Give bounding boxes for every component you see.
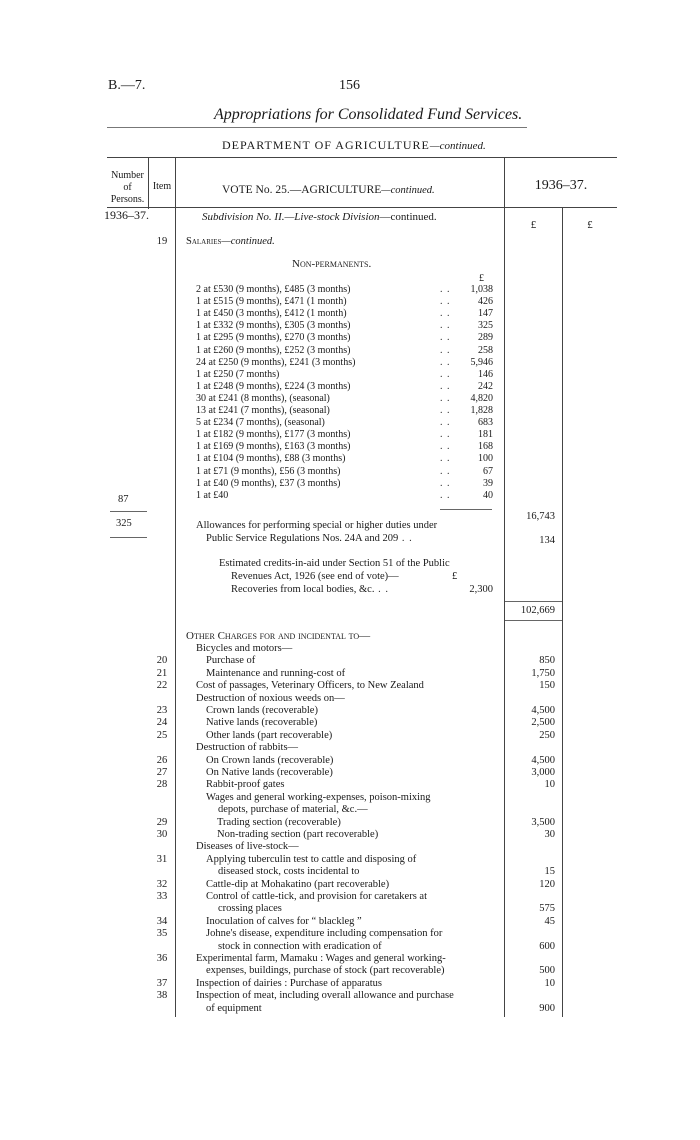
- item-header: Item: [152, 181, 172, 192]
- subdivision-title: Subdivision No. II.—Live-stock Division: [202, 211, 380, 223]
- leader-dots: . .: [440, 368, 451, 380]
- vote-title: VOTE No. 25.—AGRICULTURE: [222, 184, 382, 196]
- charge-item-number: 33: [156, 891, 168, 902]
- leader-dots: . .: [440, 380, 451, 392]
- charge-description: On Native lands (recoverable): [206, 767, 333, 778]
- allowances-amount: 134: [539, 535, 555, 546]
- pound-header-right: £: [587, 219, 593, 231]
- charge-description: diseased stock, costs incidental to: [218, 866, 360, 878]
- charge-description: Rabbit-proof gates: [206, 779, 285, 791]
- charge-description: Wages and general working-expenses, poison-mixing: [206, 791, 431, 803]
- title-rule: [107, 127, 527, 128]
- charge-item-number: 34: [156, 915, 168, 927]
- nonperm-row-text: 1 at £250 (7 months): [196, 368, 280, 380]
- column-divider-total: [562, 207, 563, 1017]
- charge-amount: 10: [544, 779, 555, 791]
- salaries-total-rule: [505, 601, 562, 602]
- charge-description: Applying tuberculin test to cattle and disposing of: [206, 853, 417, 865]
- allowances-line-1: Allowances for performing special or higher duties under: [196, 520, 438, 531]
- leader-dots: . .: [440, 489, 451, 501]
- credits-line-3-text: Recoveries from local bodies, &c.: [231, 584, 375, 595]
- leader-dots: . .: [440, 405, 451, 416]
- charge-amount: 575: [539, 903, 555, 915]
- nonperm-row-text: 1 at £295 (9 months), £270 (3 months): [196, 332, 351, 344]
- charge-amount: 3,500: [531, 816, 555, 828]
- nonperm-row-text: 13 at £241 (7 months), (seasonal): [196, 405, 330, 416]
- nonperm-row-text: 2 at £530 (9 months), £485 (3 months): [196, 284, 351, 295]
- charge-description: Diseases of live-stock—: [196, 841, 299, 853]
- leader-dots: . .: [440, 465, 451, 477]
- page-title: Appropriations for Consolidated Fund Services.: [214, 106, 523, 123]
- pound-header-left: £: [530, 219, 537, 231]
- charge-description: Non-trading section (part recoverable): [217, 829, 379, 840]
- nonperm-row-amount: 426: [478, 296, 493, 308]
- nonperm-row-text: 1 at £182 (9 months), £177 (3 months): [196, 429, 351, 441]
- nonperm-row-amount: 168: [478, 441, 493, 453]
- leader-dots: . .: [440, 441, 451, 453]
- charge-item-number: 35: [156, 928, 168, 940]
- leader-dots: . .: [440, 477, 451, 489]
- nonperm-row-text: 5 at £234 (7 months), (seasonal): [196, 417, 325, 429]
- nonperm-row-amount: 181: [478, 429, 493, 441]
- table-top-rule: [107, 157, 617, 158]
- salaries-heading: [186, 236, 275, 249]
- nonperm-subtotal-rule: [440, 509, 492, 510]
- charge-description: Native lands (recoverable): [206, 717, 318, 729]
- charge-description: Trading section (recoverable): [217, 816, 341, 828]
- nonperm-row-amount: 1,038: [470, 284, 493, 295]
- charge-amount: 900: [539, 1002, 555, 1014]
- charge-description: crossing places: [218, 903, 282, 915]
- charge-amount: 15: [544, 866, 555, 878]
- charge-item-number: 23: [156, 705, 168, 716]
- charge-item-number: 24: [156, 717, 168, 729]
- department-name: DEPARTMENT OF AGRICULTURE: [222, 138, 430, 152]
- charge-description: of equipment: [206, 1002, 262, 1014]
- credits-line-3: Recoveries from local bodies, &c. . .: [231, 584, 389, 595]
- charge-description: stock in connection with eradication of: [218, 940, 382, 952]
- nonperm-row-text: 1 at £169 (9 months), £163 (3 months): [196, 441, 351, 453]
- charge-description: Inspection of meat, including overall allowance and purchase: [196, 990, 454, 1002]
- charge-item-number: 25: [156, 729, 168, 741]
- leader-dots: . .: [440, 308, 451, 320]
- nonperm-row-text: 1 at £260 (9 months), £252 (3 months): [196, 344, 351, 356]
- department-continued: —continued.: [429, 140, 486, 152]
- charge-item-number: 37: [156, 977, 168, 989]
- item-number: 19: [156, 236, 168, 247]
- leader-dots: . .: [440, 429, 451, 441]
- charge-amount: 4,500: [531, 754, 555, 766]
- charge-description: Experimental farm, Mamaku : Wages and general working-: [196, 953, 446, 964]
- nonperm-row-amount: 1,828: [470, 405, 493, 416]
- nonperm-row-amount: 258: [478, 344, 493, 356]
- charge-amount: 250: [539, 729, 555, 741]
- nonperm-row-text: 1 at £515 (9 months), £471 (1 month): [196, 296, 347, 308]
- charge-item-number: 36: [156, 953, 168, 964]
- salaries-total-underline: [505, 620, 562, 621]
- nonperm-row-amount: 5,946: [470, 356, 493, 368]
- charge-amount: 45: [544, 915, 555, 927]
- nonperm-row-amount: 4,820: [470, 392, 493, 404]
- charge-description: Cattle-dip at Mohakatino (part recoverable): [206, 878, 390, 890]
- nonperm-row-text: 1 at £40: [196, 489, 229, 501]
- nonperm-row-amount: 147: [478, 308, 493, 320]
- nonperm-row-text: 1 at £248 (9 months), £224 (3 months): [196, 380, 351, 392]
- nonperm-row-amount: 39: [483, 477, 493, 489]
- subdivision-heading: [202, 211, 437, 223]
- charge-amount: 30: [544, 829, 555, 840]
- nonperm-row-amount: 100: [478, 453, 493, 465]
- nonperm-row-text: 24 at £250 (9 months), £241 (3 months): [196, 356, 356, 368]
- charge-description: Crown lands (recoverable): [206, 705, 318, 716]
- charge-description: Maintenance and running-cost of: [206, 667, 346, 679]
- nonperm-row-text: 1 at £104 (9 months), £88 (3 months): [196, 453, 346, 465]
- vote-continued: —continued.: [381, 185, 435, 196]
- year-header: 1936–37.: [534, 178, 588, 193]
- nonperm-row-text: 1 at £332 (9 months), £305 (3 months): [196, 320, 351, 332]
- charge-item-number: 21: [156, 667, 168, 679]
- charge-amount: 2,500: [531, 717, 555, 729]
- document-reference: B.—7.: [108, 78, 146, 93]
- charge-description: expenses, buildings, purchase of stock (part recoverable): [206, 965, 445, 977]
- charge-amount: 10: [544, 977, 555, 989]
- leader-dots: . .: [440, 417, 451, 429]
- charge-item-number: 32: [156, 878, 168, 890]
- allowances-line-2-text: Public Service Regulations Nos. 24A and 209: [206, 533, 399, 544]
- charge-amount: 1,750: [531, 667, 555, 679]
- charge-amount: 600: [539, 940, 555, 952]
- leader-dots: . .: [440, 356, 451, 368]
- charge-item-number: 26: [156, 754, 168, 766]
- nonperm-row-amount: 67: [483, 465, 493, 477]
- charge-item-number: 31: [156, 853, 168, 865]
- charge-item-number: 30: [156, 829, 168, 840]
- nonperm-row-text: 30 at £241 (8 months), (seasonal): [196, 392, 330, 404]
- persons-header: [107, 170, 148, 206]
- credits-amount: 2,300: [469, 584, 493, 595]
- charge-description: On Crown lands (recoverable): [206, 754, 334, 766]
- nonperm-row-amount: 40: [483, 489, 493, 501]
- charge-amount: 500: [539, 965, 555, 977]
- charge-item-number: 28: [156, 779, 168, 791]
- credits-line-2: Revenues Act, 1926 (see end of vote)—: [231, 571, 399, 582]
- leader-dots: . .: [440, 332, 451, 344]
- charge-description: Destruction of noxious weeds on—: [196, 692, 345, 704]
- column-divider-item: [175, 157, 176, 1017]
- nonperm-row-amount: 325: [478, 320, 493, 332]
- nonperm-row-text: 1 at £40 (9 months), £37 (3 months): [196, 477, 341, 489]
- nonperm-row-amount: 242: [478, 380, 493, 392]
- charge-description: Other lands (part recoverable): [206, 729, 333, 741]
- nonperm-row-amount: 146: [478, 368, 493, 380]
- nonperm-row-text: 1 at £71 (9 months), £56 (3 months): [196, 465, 341, 477]
- leader-dots: . .: [440, 284, 451, 295]
- salaries-label: Salaries: [186, 236, 222, 247]
- page-number: 156: [339, 78, 360, 93]
- other-charges-heading: Other Charges for and incidental to—: [186, 630, 371, 642]
- charge-item-number: 20: [156, 655, 168, 667]
- charge-amount: 3,000: [531, 767, 555, 778]
- charge-description: Bicycles and motors—: [196, 643, 293, 654]
- charge-description: Cost of passages, Veterinary Officers, to New Zealand: [196, 680, 424, 692]
- vote-heading: [222, 184, 435, 196]
- leader-dots: . .: [440, 453, 451, 465]
- charge-description: Johne's disease, expenditure including compensation for: [206, 928, 443, 940]
- charge-description: Purchase of: [206, 655, 256, 667]
- charge-item-number: 27: [156, 767, 168, 778]
- persons-header-line2: of: [123, 182, 132, 193]
- charge-description: Destruction of rabbits—: [196, 742, 299, 754]
- leader-dots: . .: [440, 296, 451, 308]
- persons-header-line3: Persons.: [110, 194, 145, 205]
- persons-header-line1: Number: [111, 170, 144, 181]
- nonperm-pound: £: [479, 273, 484, 284]
- persons-total-rule: [110, 537, 147, 538]
- persons-subtotal: 87: [118, 494, 129, 505]
- charge-description: Inoculation of calves for “ blackleg ”: [206, 915, 362, 927]
- nonperm-row-amount: 289: [478, 332, 493, 344]
- leader-dots: . .: [440, 320, 451, 332]
- charge-item-number: 38: [156, 990, 168, 1002]
- credits-line-1: Estimated credits-in-aid under Section 51 of the Public: [219, 558, 450, 569]
- charge-amount: 4,500: [531, 705, 555, 716]
- subdivision-continued: —continued.: [379, 211, 437, 223]
- salaries-continued: —continued.: [221, 236, 275, 247]
- charge-description: Control of cattle-tick, and provision for caretakers at: [206, 891, 428, 902]
- charge-description: Inspection of dairies : Purchase of apparatus: [196, 977, 383, 989]
- charge-amount: 150: [539, 680, 555, 692]
- leader-dots: . .: [440, 344, 451, 356]
- nonperm-row-amount: 683: [478, 417, 493, 429]
- persons-year: 1936–37.: [104, 208, 149, 222]
- charge-description: depots, purchase of material, &c.—: [218, 804, 368, 816]
- nonperm-row-text: 1 at £450 (3 months), £412 (1 month): [196, 308, 347, 320]
- department-heading: [222, 138, 486, 153]
- persons-total: 325: [116, 518, 132, 529]
- charge-amount: 850: [539, 655, 555, 667]
- persons-subtotal-rule: [110, 511, 147, 512]
- nonpermanents-heading: Non-permanents.: [292, 258, 372, 270]
- credits-pound: £: [452, 571, 458, 582]
- leader-dots: . .: [440, 392, 451, 404]
- nonperm-subtotal: 16,743: [526, 511, 555, 522]
- charge-amount: 120: [539, 878, 555, 890]
- table-header-rule: [107, 207, 617, 208]
- charge-item-number: 29: [156, 816, 168, 828]
- charge-item-number: 22: [156, 680, 168, 692]
- allowances-line-2: Public Service Regulations Nos. 24A and 209 . .: [206, 533, 413, 544]
- salaries-total: 102,669: [520, 605, 555, 616]
